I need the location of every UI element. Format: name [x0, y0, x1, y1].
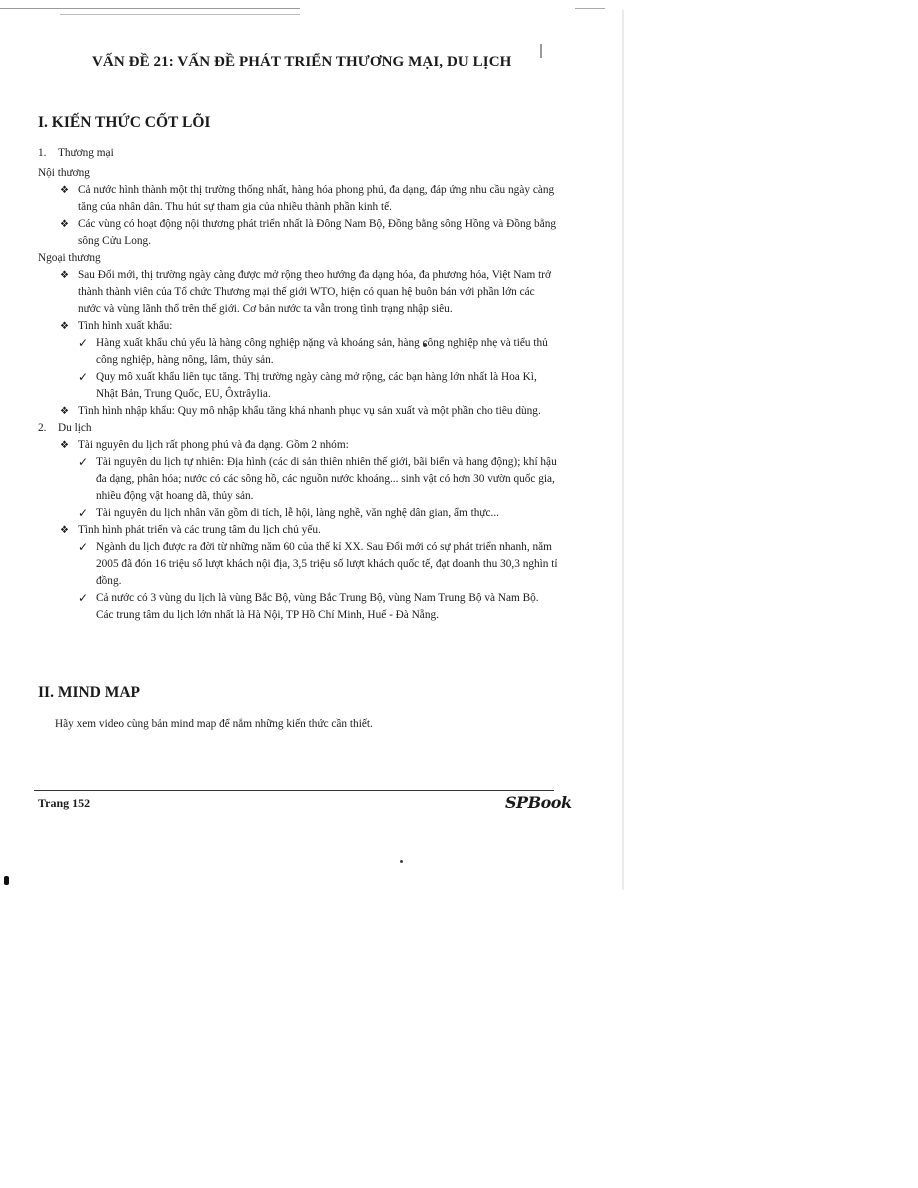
- check-item: [38, 335, 558, 369]
- checkmark-bullet-icon: ✓: [78, 591, 89, 605]
- bullet-text: Các vùng có hoạt động nội thương phát triển nhất là Đông Nam Bộ, Đồng bằng sông Hồng và Đồng bằng sông Cửu Long.: [78, 218, 557, 247]
- bullet-item: [38, 437, 558, 454]
- scan-artifact-line: [575, 8, 605, 9]
- check-item: [38, 454, 558, 505]
- bullet-item: [38, 403, 558, 420]
- bullet-text: Tình hình xuất khẩu:: [78, 320, 173, 332]
- page-number: Trang 152: [38, 796, 91, 810]
- check-text: Ngành du lịch được ra đời từ những năm 60 của thế kỉ XX. Sau Đổi mới có sự phát triển nhanh, năm 2005 đã đón 16 triệu số lượt khách nội địa, 3,5 triệu số lượt khách quốc tế, đạt doanh thu 30,3 nghìn tỉ đồng.: [96, 541, 558, 587]
- diamond-bullet-icon: ❖: [60, 440, 69, 451]
- subsection-label: Thương mại: [58, 147, 114, 159]
- bullet-item: [38, 182, 558, 216]
- bullet-item: [38, 522, 558, 539]
- check-text: Cả nước có 3 vùng du lịch là vùng Bắc Bộ, vùng Bắc Trung Bộ, vùng Nam Trung Bộ và Nam Bộ. Các trung tâm du lịch lớn nhất là Hà Nội, TP Hồ Chí Minh, Huế - Đà Nẵng.: [96, 592, 539, 621]
- checkmark-bullet-icon: ✓: [78, 336, 89, 350]
- checkmark-bullet-icon: ✓: [78, 370, 89, 384]
- check-item: [38, 539, 558, 590]
- scan-artifact-line: [60, 14, 300, 15]
- footer-divider: [34, 790, 554, 791]
- check-text: Tài nguyên du lịch nhân văn gồm di tích, lễ hội, làng nghề, văn nghệ dân gian, ẩm thực...: [96, 507, 499, 519]
- check-item: [38, 505, 558, 522]
- bullet-text: Tài nguyên du lịch rất phong phú và đa dạng. Gồm 2 nhóm:: [78, 439, 349, 451]
- diamond-bullet-icon: ❖: [60, 406, 69, 417]
- publisher-logo: SPBook: [505, 793, 572, 812]
- bullet-text: Tình hình phát triển và các trung tâm du lịch chủ yếu.: [78, 524, 321, 536]
- subsection-trade: [38, 145, 558, 162]
- check-item: [38, 590, 558, 624]
- bullet-item: [38, 318, 558, 335]
- scan-artifact-line: [0, 8, 300, 9]
- scan-speck: [540, 44, 542, 58]
- mind-map-instruction: Hãy xem video cùng bản mind map để nắm những kiến thức cần thiết.: [55, 718, 373, 730]
- subsection-number: 1.: [38, 147, 47, 159]
- bullet-item: [38, 267, 558, 318]
- scan-speck: [400, 860, 403, 863]
- check-item: [38, 369, 558, 403]
- scan-speck: [4, 876, 9, 885]
- section-body: [38, 145, 558, 624]
- diamond-bullet-icon: ❖: [60, 270, 69, 281]
- bullet-text: Cả nước hình thành một thị trường thống nhất, hàng hóa phong phú, đa dạng, đáp ứng nhu cầu ngày càng tăng của nhân dân. Thu hút sự tham gia của nhiều thành phần kinh tế.: [78, 184, 555, 213]
- scan-edge: [622, 10, 624, 890]
- diamond-bullet-icon: ❖: [60, 219, 69, 230]
- check-text: Hàng xuất khẩu chủ yếu là hàng công nghiệp nặng và khoáng sản, hàng công nghiệp nhẹ và tiểu thủ công nghiệp, hàng nông, lâm, thủy sản.: [96, 337, 548, 366]
- category-label-foreign-trade: Ngoại thương: [38, 252, 101, 264]
- check-text: Tài nguyên du lịch tự nhiên: Địa hình (các di sản thiên nhiên thế giới, bãi biển và hang động); khí hậu đa dạng, phân hóa; nước có các sông hồ, các nguồn nước khoáng... sinh vật có hơn 30 vườn quốc gia, nhiều động vật hoang dã, thủy sản.: [96, 456, 557, 502]
- section-heading-core-knowledge: I. KIẾN THỨC CỐT LÕI: [38, 114, 211, 131]
- diamond-bullet-icon: ❖: [60, 525, 69, 536]
- subsection-label: Du lịch: [58, 422, 92, 434]
- subsection-tourism: [38, 420, 558, 437]
- diamond-bullet-icon: ❖: [60, 185, 69, 196]
- checkmark-bullet-icon: ✓: [78, 506, 89, 520]
- bullet-item: [38, 216, 558, 250]
- bullet-text: Tình hình nhập khẩu: Quy mô nhập khẩu tăng khá nhanh phục vụ sản xuất và một phần cho tiêu dùng.: [78, 405, 541, 417]
- category-label-domestic-trade: Nội thương: [38, 167, 90, 179]
- checkmark-bullet-icon: ✓: [78, 540, 89, 554]
- bullet-text: Sau Đổi mới, thị trường ngày càng được mở rộng theo hướng đa dạng hóa, đa phương hóa, Việt Nam trở thành thành viên của Tổ chức Thương mại thế giới WTO, hiện có quan hệ buôn bán với phần lớn các nước và vùng lãnh thổ trên thế giới. Cơ bản nước ta vẫn trong tình trạng nhập siêu.: [78, 269, 551, 315]
- document-title: VẤN ĐỀ 21: VẤN ĐỀ PHÁT TRIỂN THƯƠNG MẠI, DU LỊCH: [92, 54, 512, 70]
- diamond-bullet-icon: ❖: [60, 321, 69, 332]
- section-heading-mind-map: II. MIND MAP: [38, 684, 141, 701]
- checkmark-bullet-icon: ✓: [78, 455, 89, 469]
- subsection-number: 2.: [38, 422, 47, 434]
- check-text: Quy mô xuất khẩu liên tục tăng. Thị trường ngày càng mở rộng, các bạn hàng lớn nhất là Hoa Kì, Nhật Bản, Trung Quốc, EU, Ôxtrâylia.: [96, 371, 537, 400]
